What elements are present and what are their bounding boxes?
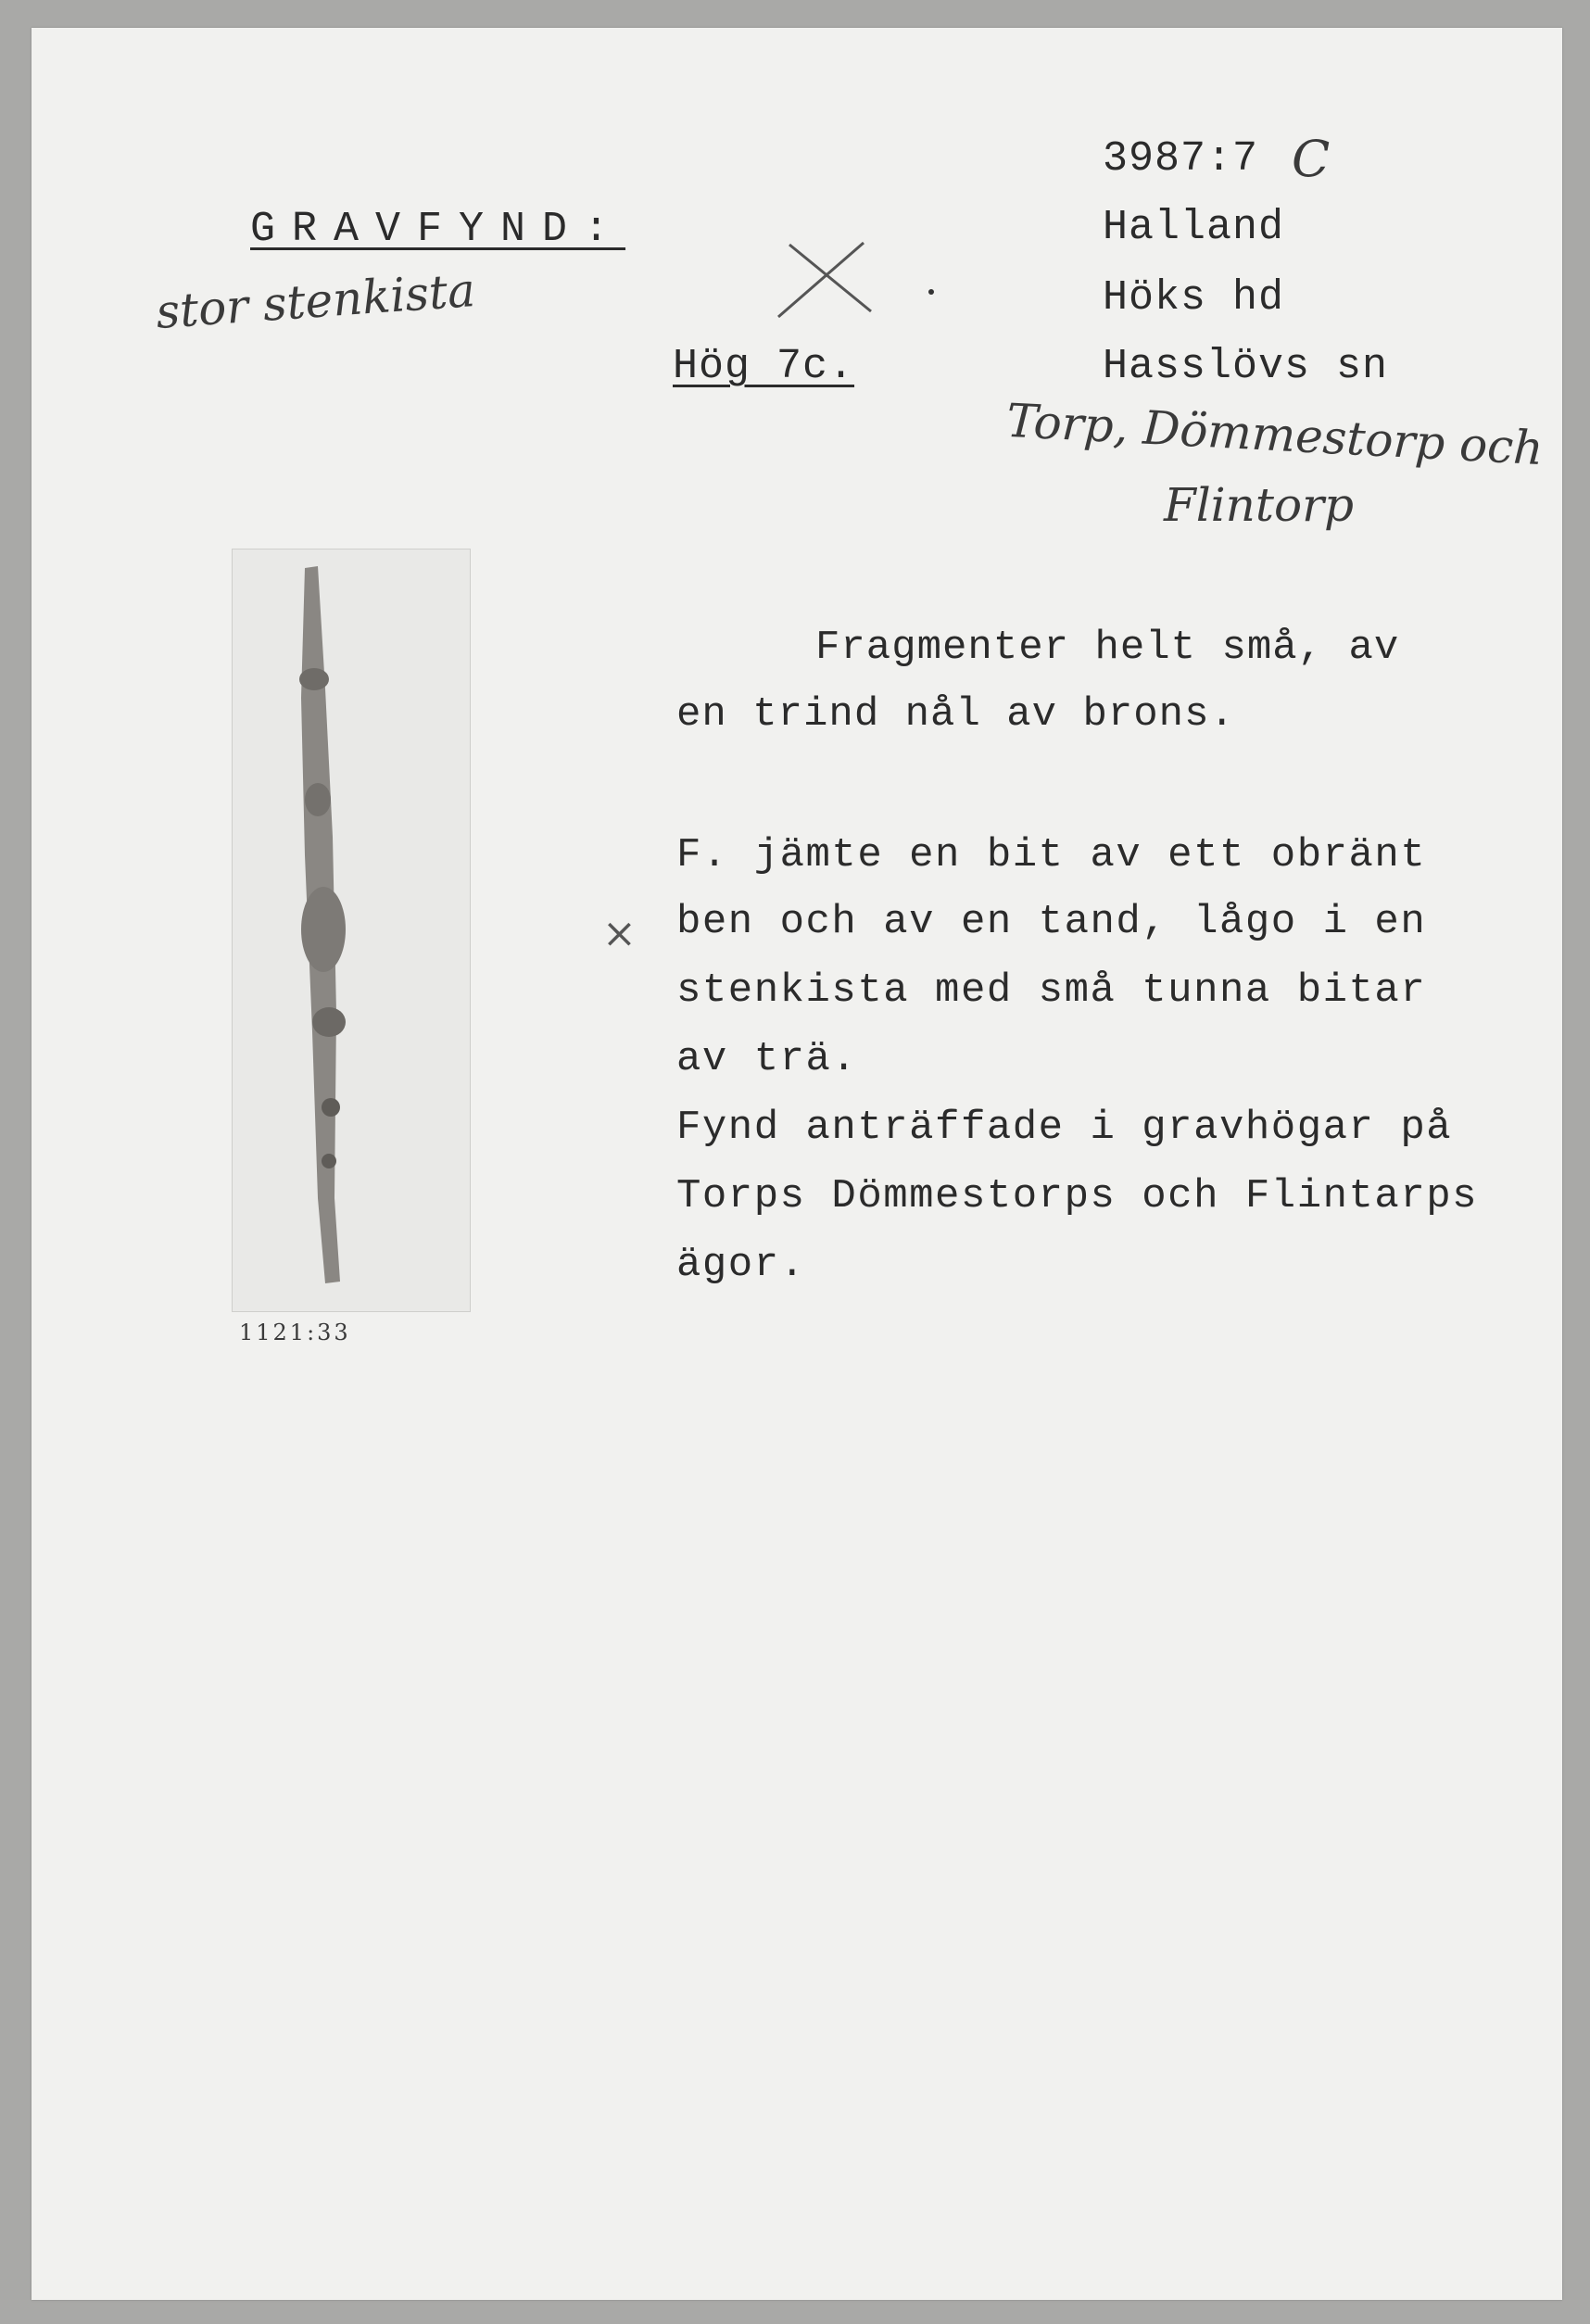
dot xyxy=(928,289,934,295)
district: Höks hd xyxy=(1103,274,1285,322)
findings-mark: × xyxy=(602,910,637,957)
findings-line-5: Fynd anträffade i gravhögar på xyxy=(676,1105,1453,1151)
findings-line-1: F. jämte en bit av ett obränt xyxy=(676,832,1427,878)
description-line-2: en trind nål av brons. xyxy=(676,691,1235,738)
category-note: stor stenkista xyxy=(154,263,477,339)
category-heading: GRAVFYND: xyxy=(250,206,626,253)
locality-line-2: Flintorp xyxy=(1164,478,1354,532)
catalog-number: 3987:7 xyxy=(1103,135,1259,183)
photo-caption: 1121:33 xyxy=(239,1320,351,1345)
findings-line-6: Torps Dömmestorps och Flintarps xyxy=(676,1173,1479,1219)
description-line-1: Fragmenter helt små, av xyxy=(815,625,1400,671)
findings-line-3: stenkista med små tunna bitar xyxy=(676,967,1427,1014)
findings-line-4: av trä. xyxy=(676,1036,858,1082)
cross-mark xyxy=(771,237,875,321)
findings-line-7: ägor. xyxy=(676,1242,806,1288)
locality-line-1: Torp, Dömmestorp och xyxy=(1004,393,1545,476)
province: Halland xyxy=(1103,204,1285,251)
mound-label: Hög 7c. xyxy=(673,343,855,390)
findings-line-2: ben och av en tand, lågo i en xyxy=(676,899,1427,945)
catalog-number-suffix: C xyxy=(1292,130,1331,188)
parish: Hasslövs sn xyxy=(1103,343,1389,390)
artifact-photo xyxy=(232,549,471,1312)
bronze-pin-image xyxy=(233,549,470,1311)
